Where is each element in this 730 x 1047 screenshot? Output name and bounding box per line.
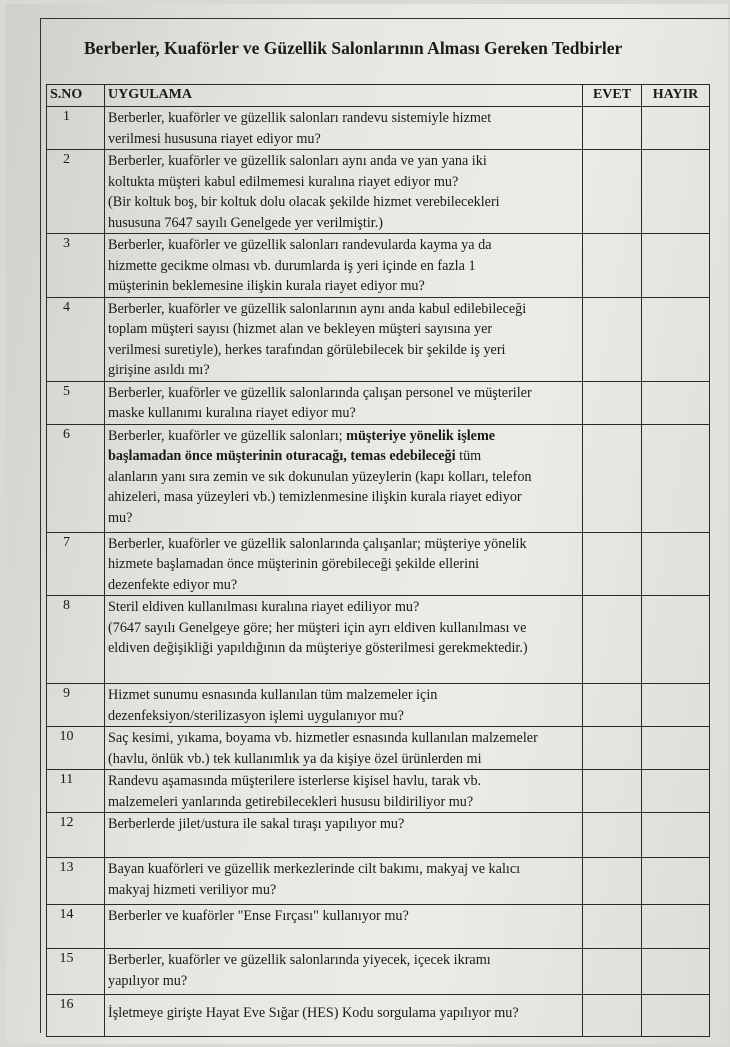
row-number: 11 — [47, 770, 105, 813]
table-row — [47, 297, 710, 381]
evet-cell[interactable] — [583, 949, 642, 995]
table-row — [47, 905, 710, 949]
header-uygulama: UYGULAMA — [105, 85, 583, 107]
row-number: 2 — [47, 150, 105, 234]
table-row — [47, 596, 710, 684]
table-row — [47, 727, 710, 770]
evet-cell[interactable] — [583, 596, 642, 684]
row-number: 16 — [47, 995, 105, 1037]
hayir-cell[interactable] — [642, 532, 710, 596]
row-text: Berberler, kuaförler ve güzellik salonlarında çalışanlar; müşteriye yönelik hizmete başlamadan önce müşterinin görebileceği şekilde ellerini dezenfekte ediyor mu? — [105, 532, 583, 596]
evet-cell[interactable] — [583, 424, 642, 532]
header-row — [47, 85, 710, 107]
hayir-cell[interactable] — [642, 381, 710, 424]
hayir-cell[interactable] — [642, 150, 710, 234]
row-text: Berberler, kuaförler ve güzellik salonları randevularda kayma ya da hizmette gecikme olması vb. durumlarda iş yeri içinde en fazla 1 müşterinin beklemesine ilişkin kurala riayet ediyor mu? — [105, 234, 583, 298]
table-row — [47, 532, 710, 596]
table-row — [47, 813, 710, 858]
row-text: Berberler, kuaförler ve güzellik salonları randevu sistemiyle hizmet verilmesi hususuna riayet ediyor mu? — [105, 107, 583, 150]
hayir-cell[interactable] — [642, 949, 710, 995]
evet-cell[interactable] — [583, 770, 642, 813]
evet-cell[interactable] — [583, 995, 642, 1037]
row-text: Hizmet sunumu esnasında kullanılan tüm malzemeler için dezenfeksiyon/sterilizasyon işlemi uygulanıyor mu? — [105, 684, 583, 727]
evet-cell[interactable] — [583, 858, 642, 905]
table-row — [47, 150, 710, 234]
hayir-cell[interactable] — [642, 813, 710, 858]
evet-cell[interactable] — [583, 532, 642, 596]
evet-cell[interactable] — [583, 727, 642, 770]
row-number: 7 — [47, 532, 105, 596]
header-evet: EVET — [583, 85, 642, 107]
table-row — [47, 770, 710, 813]
table-row — [47, 234, 710, 298]
evet-cell[interactable] — [583, 234, 642, 298]
row-number: 12 — [47, 813, 105, 858]
row-number: 1 — [47, 107, 105, 150]
table-row — [47, 381, 710, 424]
row-number: 3 — [47, 234, 105, 298]
table-row — [47, 107, 710, 150]
row-number: 13 — [47, 858, 105, 905]
row-text: Berberler ve kuaförler "Ense Fırçası" kullanıyor mu? — [105, 905, 583, 949]
evet-cell[interactable] — [583, 905, 642, 949]
evet-cell[interactable] — [583, 684, 642, 727]
evet-cell[interactable] — [583, 381, 642, 424]
table-row — [47, 684, 710, 727]
row-number: 14 — [47, 905, 105, 949]
evet-cell[interactable] — [583, 813, 642, 858]
row-text: İşletmeye girişte Hayat Eve Sığar (HES) Kodu sorgulama yapılıyor mu? — [105, 995, 583, 1037]
row-number: 15 — [47, 949, 105, 995]
hayir-cell[interactable] — [642, 107, 710, 150]
hayir-cell[interactable] — [642, 297, 710, 381]
page-title: Berberler, Kuaförler ve Güzellik Salonlarının Alması Gereken Tedbirler — [84, 38, 623, 58]
table-row — [47, 858, 710, 905]
hayir-cell[interactable] — [642, 770, 710, 813]
row-text: Berberler, kuaförler ve güzellik salonları aynı anda ve yan yana iki koltukta müşteri kabul edilmemesi kuralına riayet ediyor mu? (Bir koltuk boş, bir koltuk dolu olacak şekilde hizmet verebilecekleri hususuna 7647 sayılı Genelgede yer verilmiştir.) — [105, 150, 583, 234]
row-number: 6 — [47, 424, 105, 532]
row-text: Randevu aşamasında müşterilere isterlerse kişisel havlu, tarak vb. malzemeleri yanlarında getirebilecekleri hususu bildiriliyor mu? — [105, 770, 583, 813]
hayir-cell[interactable] — [642, 234, 710, 298]
row-text: Berberlerde jilet/ustura ile sakal tıraşı yapılıyor mu? — [105, 813, 583, 858]
row-number: 9 — [47, 684, 105, 727]
row-text: Steril eldiven kullanılması kuralına riayet ediliyor mu? (7647 sayılı Genelgeye göre; her müşteri için ayrı eldiven kullanılması ve eldiven değişikliği yapıldığının da müşteriye gösterilmesi gerekmektedir.) — [105, 596, 583, 684]
paper-sheet — [6, 4, 728, 1044]
row-number: 5 — [47, 381, 105, 424]
evet-cell[interactable] — [583, 107, 642, 150]
hayir-cell[interactable] — [642, 995, 710, 1037]
table-row — [47, 949, 710, 995]
row-number: 8 — [47, 596, 105, 684]
row-number: 4 — [47, 297, 105, 381]
hayir-cell[interactable] — [642, 858, 710, 905]
table-row — [47, 424, 710, 532]
row-text: Berberler, kuaförler ve güzellik salonlarının aynı anda kabul edilebileceği toplam müşteri sayısı (hizmet alan ve bekleyen müşteri sayısına yer verilmesi suretiyle), herkes tarafından görülebilecek bir şekilde iş yeri girişine asıldı mı? — [105, 297, 583, 381]
row-text: Berberler, kuaförler ve güzellik salonlarında çalışan personel ve müşteriler maske kullanımı kuralına riayet ediyor mu? — [105, 381, 583, 424]
header-sno: S.NO — [47, 85, 105, 107]
row-text: Berberler, kuaförler ve güzellik salonları; müşteriye yönelik işleme başlamadan önce müşterinin oturacağı, temas edebileceği tüm alanların yanı sıra zemin ve sık dokunulan yüzeylerin (kapı kolları, telefon ahizeleri, masa yüzeyleri vb.) temizlenmesine ilişkin kurala riayet ediyor mu? — [105, 424, 583, 532]
hayir-cell[interactable] — [642, 424, 710, 532]
row-text: Berberler, kuaförler ve güzellik salonlarında yiyecek, içecek ikramı yapılıyor mu? — [105, 949, 583, 995]
row-text: Bayan kuaförleri ve güzellik merkezlerinde cilt bakımı, makyaj ve kalıcı makyaj hizmeti veriliyor mu? — [105, 858, 583, 905]
hayir-cell[interactable] — [642, 596, 710, 684]
hayir-cell[interactable] — [642, 727, 710, 770]
row-number: 10 — [47, 727, 105, 770]
row-text: Saç kesimi, yıkama, boyama vb. hizmetler esnasında kullanılan malzemeler (havlu, önlük vb.) tek kullanımlık ya da kişiye özel ürünlerden mi — [105, 727, 583, 770]
table-row — [47, 995, 710, 1037]
hayir-cell[interactable] — [642, 905, 710, 949]
evet-cell[interactable] — [583, 150, 642, 234]
header-hayir: HAYIR — [642, 85, 710, 107]
checklist-table — [46, 84, 710, 1037]
evet-cell[interactable] — [583, 297, 642, 381]
hayir-cell[interactable] — [642, 684, 710, 727]
